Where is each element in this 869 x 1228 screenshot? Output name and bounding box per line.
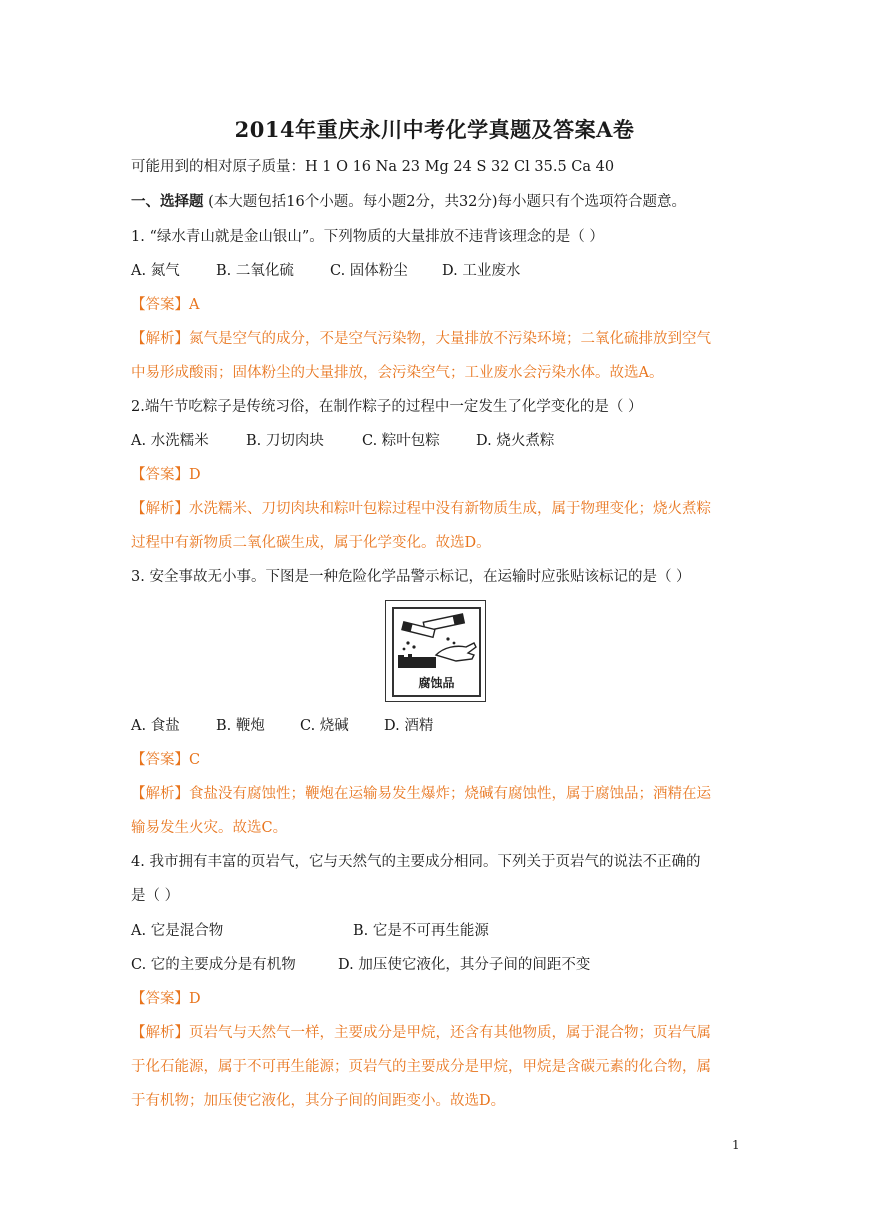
q4-analysis-3: 于有机物；加压使它液化，其分子间的间距变小。故选D。 [131,1093,506,1109]
q4-stem-1: 4. 我市拥有丰富的页岩气，它与天然气的主要成分相同。下列关于页岩气的说法不正确的 [131,854,701,870]
q2-analysis-2: 过程中有新物质二氧化碳生成，属于化学变化。故选D。 [131,535,491,551]
analysis-tag: 【解析】 [131,1025,189,1041]
q2-answer: 【答案】D [131,467,201,483]
page-title: 2014年重庆永川中考化学真题及答案A卷 [234,117,635,142]
q4-option-c: C. 它的主要成分是有机物 [131,957,296,973]
q1-option-d: D. 工业废水 [442,263,521,279]
q4-answer: 【答案】D [131,991,201,1007]
q4-option-a: A. 它是混合物 [131,923,224,939]
q3-stem: 3. 安全事故无小事。下图是一种危险化学品警示标记，在运输时应张贴该标记的是（ ） [131,569,691,585]
section-heading [131,192,741,212]
q3-answer: 【答案】C [131,752,201,768]
q3-analysis-1: 【解析】食盐没有腐蚀性；鞭炮在运输易发生爆炸；烧碱有腐蚀性，属于腐蚀品；酒精在运 [131,786,711,802]
q1-stem: 1. “绿水青山就是金山银山”。下列物质的大量排放不违背该理念的是（ ） [131,229,604,245]
analysis-tag: 【解析】 [131,331,189,347]
q2-option-c: C. 粽叶包粽 [362,433,440,449]
q2-option-d: D. 烧火煮粽 [476,433,555,449]
sign-frame [392,607,481,697]
q3-option-d: D. 酒精 [384,718,434,734]
q4-option-d: D. 加压使它液化，其分子间的间距不变 [338,957,591,973]
q2-analysis-1: 【解析】水洗糯米、刀切肉块和粽叶包粽过程中没有新物质生成，属于物理变化；烧火煮粽 [131,501,711,517]
q3-options [131,716,741,736]
section-title: 一、选择题 [131,193,204,210]
q1-option-b: B. 二氧化硫 [216,263,294,279]
q4-stem-2: 是（ ） [131,888,180,904]
analysis-tag: 【解析】 [131,501,189,517]
analysis-tag: 【解析】 [131,786,189,802]
q1-option-a: A. 氮气 [131,263,180,279]
atomic-masses: 可能用到的相对原子质量：H 1 O 16 Na 23 Mg 24 S 32 Cl 35.5 Ca 40 [131,159,615,175]
q2-option-b: B. 刀切肉块 [246,433,324,449]
q1-answer: 【答案】A [131,297,200,313]
q3-option-a: A. 食盐 [131,718,180,734]
q4-analysis-1: 【解析】页岩气与天然气一样，主要成分是甲烷，还含有其他物质，属于混合物；页岩气属 [131,1025,711,1041]
q2-option-a: A. 水洗糯米 [131,433,209,449]
section-desc: (本大题包括16个小题。每小题2分，共32分)每小题只有个选项符合题意。 [208,194,687,210]
q3-option-b: B. 鞭炮 [216,718,265,734]
q3-option-c: C. 烧碱 [300,718,349,734]
q1-analysis-2: 中易形成酸雨；固体粉尘的大量排放，会污染空气；工业废水会污染水体。故选A。 [131,365,664,381]
q4-option-b: B. 它是不可再生能源 [353,923,489,939]
q1-analysis-1: 【解析】氮气是空气的成分，不是空气污染物，大量排放不污染环境；二氧化硫排放到空气 [131,331,711,347]
q4-options-row1 [131,921,741,941]
q1-options [131,261,741,281]
corrosive-warning-sign [385,600,486,702]
q4-options-row2 [131,955,741,975]
page-number: 1 [732,1138,740,1152]
q2-stem: 2.端午节吃粽子是传统习俗，在制作粽子的过程中一定发生了化学变化的是（ ） [131,399,643,415]
corrosion-hazard-icon [394,609,479,673]
q4-analysis-2: 于化石能源，属于不可再生能源；页岩气的主要成分是甲烷，甲烷是含碳元素的化合物，属 [131,1059,711,1075]
q2-options [131,431,741,451]
q1-option-c: C. 固体粉尘 [330,263,408,279]
sign-label: 腐蚀品 [418,676,455,690]
q3-analysis-2: 输易发生火灾。故选C。 [131,820,288,836]
